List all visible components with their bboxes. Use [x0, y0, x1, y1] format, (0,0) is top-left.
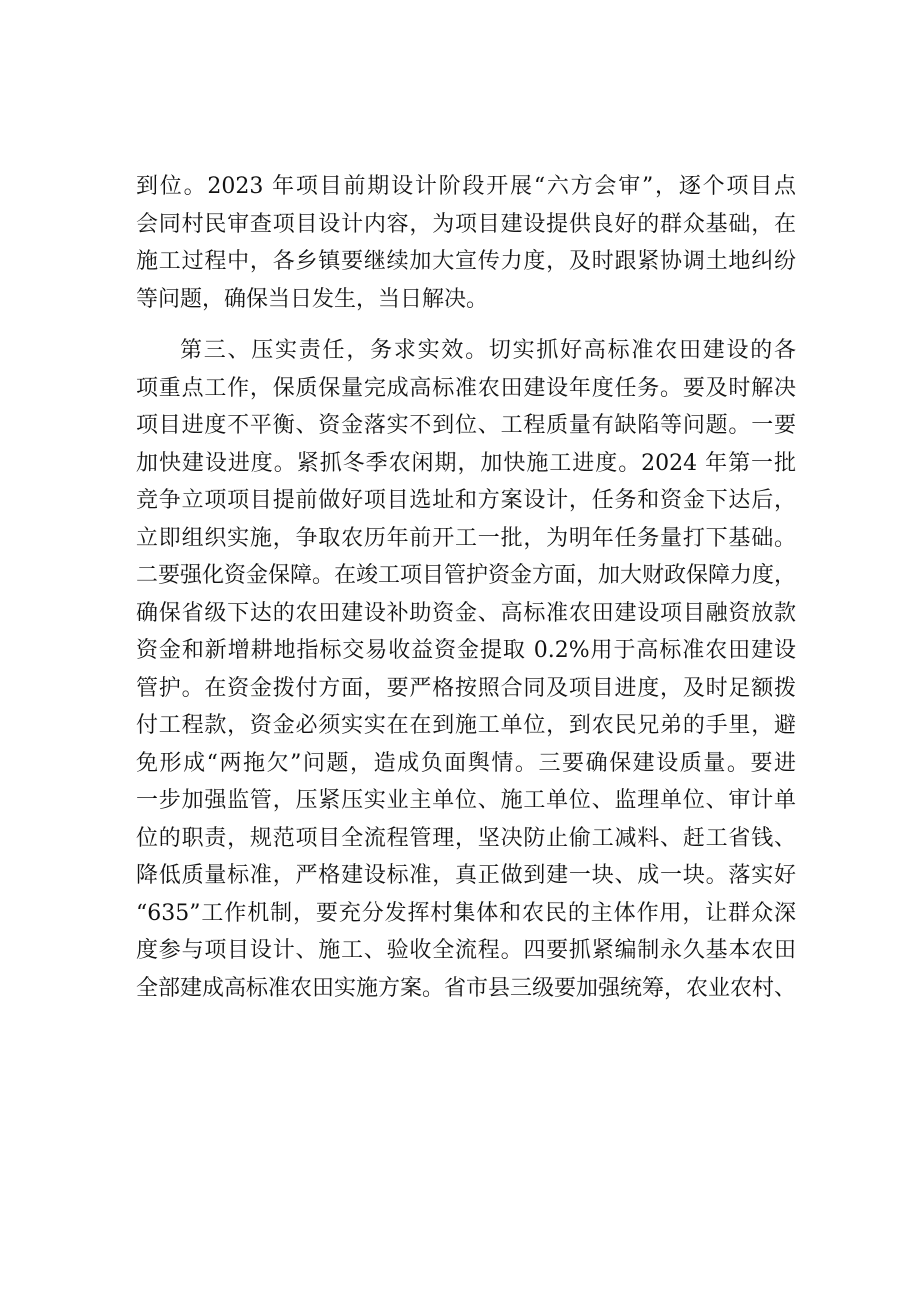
paragraph-line: 项重点工作，保质保量完成高标准农田建设年度任务。要及时解决	[136, 375, 796, 401]
paragraph-line: 一步加强监管，压紧压实业主单位、施工单位、监理单位、审计单	[136, 788, 796, 813]
paragraph-line: 会同村民审查项目设计内容，为项目建设提供良好的群众基础，在	[136, 211, 796, 237]
paragraph-line: 施工过程中，各乡镇要继续加大宣传力度，及时跟紧协调土地纠纷	[136, 249, 796, 274]
paragraph-line: 资金和新增耕地指标交易收益资金提取 0.2%用于高标准农田建设	[136, 638, 796, 663]
paragraph-1	[136, 168, 796, 318]
paragraph-line: 管护。在资金拨付方面，要严格按照合同及项目进度，及时足额拨	[136, 675, 796, 701]
paragraph-line: 降低质量标准，严格建设标准，真正做到建一块、成一块。落实好	[136, 863, 796, 888]
paragraph-line: 竞争立项项目提前做好项目选址和方案设计，任务和资金下达后，	[136, 488, 796, 513]
paragraph-line: 等问题，确保当日发生，当日解决。	[136, 286, 489, 312]
paragraph-line: 免形成“两拖欠”问题，造成负面舆情。三要确保建设质量。要进	[136, 750, 796, 776]
paragraph-line: 全部建成高标准农田实施方案。省市县三级要加强统筹，农业农村、	[136, 975, 797, 1001]
paragraph-2	[136, 332, 796, 1007]
paragraph-line: “635”工作机制，要充分发挥村集体和农民的主体作用，让群众深	[136, 900, 796, 926]
paragraph-line: 第三、压实责任，务求实效。切实抓好高标准农田建设的各	[180, 338, 796, 363]
paragraph-line: 确保省级下达的农田建设补助资金、高标准农田建设项目融资放款	[136, 600, 796, 626]
paragraph-line: 度参与项目设计、施工、验收全流程。四要抓紧编制永久基本农田	[136, 938, 796, 963]
paragraph-line: 加快建设进度。紧抓冬季农闲期，加快施工进度。2024 年第一批	[136, 450, 796, 476]
paragraph-line: 立即组织实施，争取农历年前开工一批，为明年任务量打下基础。	[136, 525, 796, 551]
paragraph-line: 付工程款，资金必须实实在在到施工单位，到农民兄弟的手里，避	[136, 713, 796, 738]
paragraph-line: 到位。2023 年项目前期设计阶段开展“六方会审”，逐个项目点	[136, 174, 796, 199]
paragraph-line: 位的职责，规范项目全流程管理，坚决防止偷工减料、赶工省钱、	[136, 825, 796, 851]
paragraph-line: 二要强化资金保障。在竣工项目管护资金方面，加大财政保障力度，	[136, 563, 797, 588]
paragraph-line: 项目进度不平衡、资金落实不到位、工程质量有缺陷等问题。一要	[136, 413, 796, 438]
